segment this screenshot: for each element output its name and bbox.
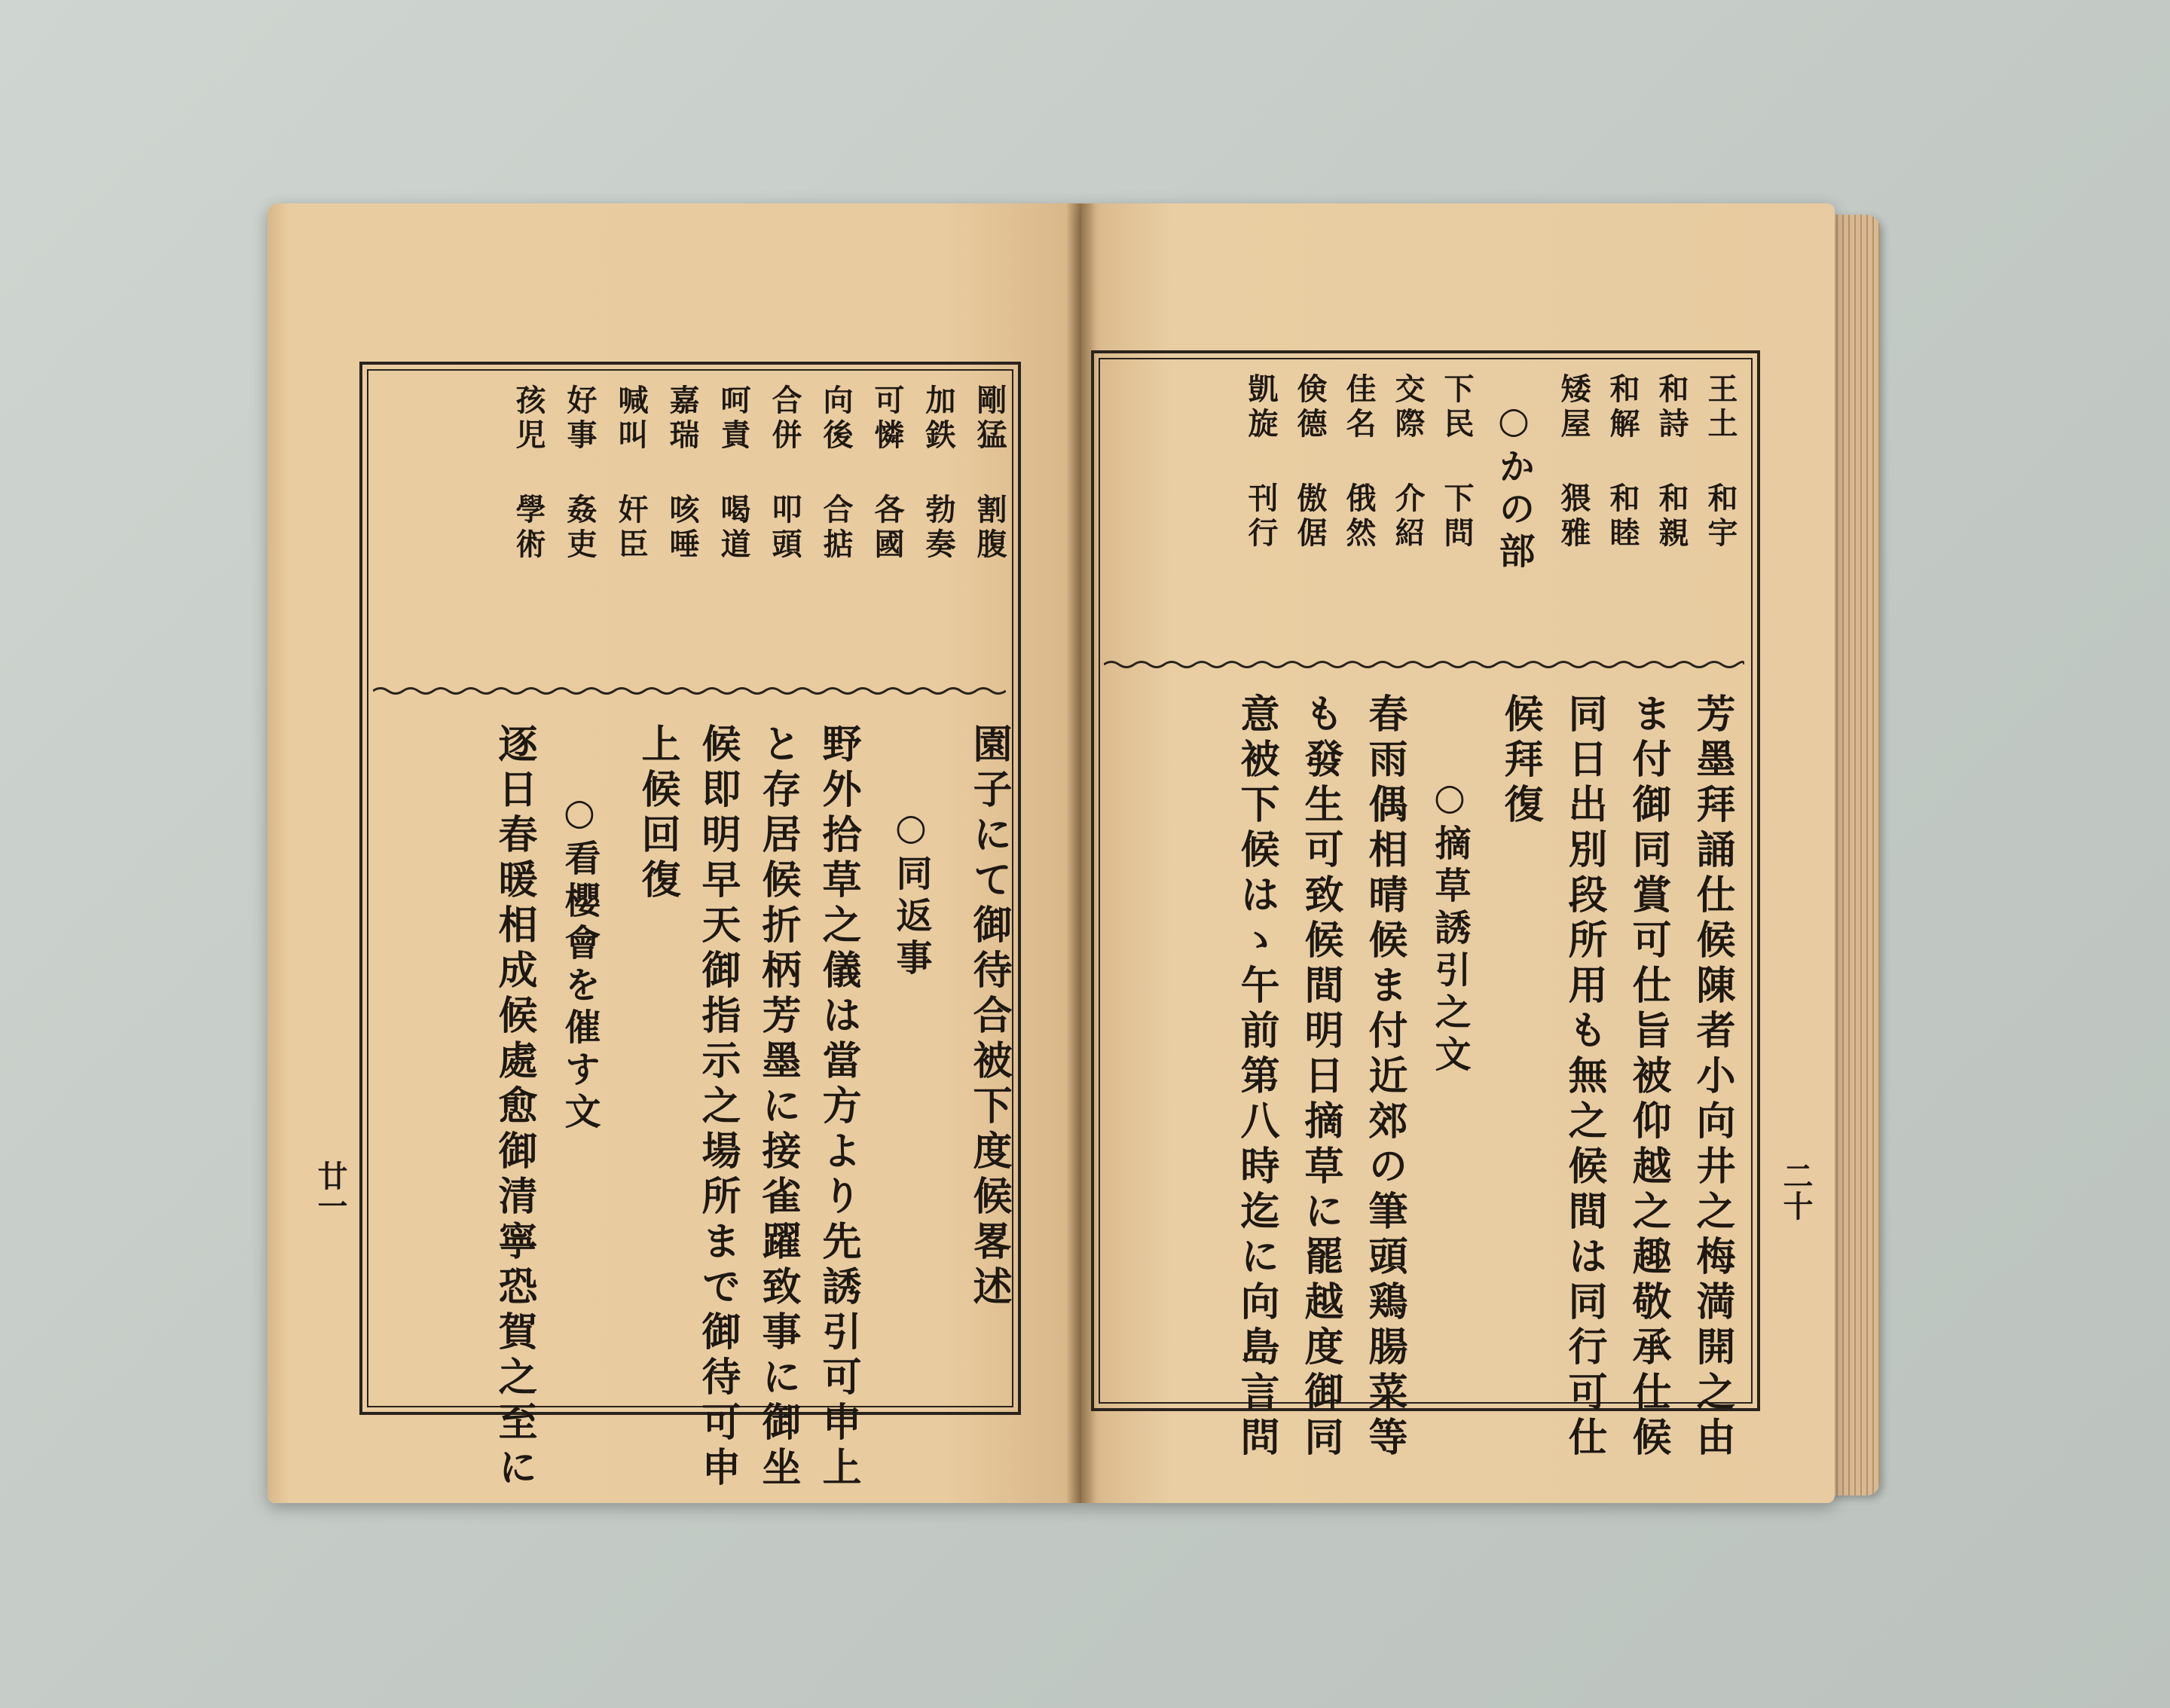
open-book xyxy=(267,203,1925,1514)
body-column: 意被下候はゝ午前第八時迄に向島言問 xyxy=(1233,693,1279,1462)
body-column: も發生可致候間明日摘草に罷越度御同 xyxy=(1297,693,1343,1462)
vocab-column: 喊叫 奸臣 xyxy=(613,384,649,563)
vocab-column: 孩児 學術 xyxy=(511,384,546,563)
vocab-column: 剛猛 割腹 xyxy=(972,384,1007,563)
body-column: 芳墨拜誦仕候陳者小向井之梅満開之由 xyxy=(1689,693,1735,1462)
book-spine xyxy=(1066,203,1096,1503)
body-column: 同日出別段所用も無之候間は同行可仕 xyxy=(1561,693,1607,1462)
vocab-column: 和詩 和親 xyxy=(1654,373,1689,552)
section-heading: ○看櫻會を催す文 xyxy=(558,791,601,1135)
vocab-column: 合併 叩頭 xyxy=(767,384,802,563)
section-heading: ○摘草誘引之文 xyxy=(1429,776,1471,1077)
section-heading: ○かの部 xyxy=(1493,399,1535,574)
vocab-column: 可憐 各國 xyxy=(870,384,905,563)
vocab-column: 佳名 俄然 xyxy=(1341,373,1377,552)
vocab-column: 下民 下問 xyxy=(1439,373,1475,552)
page-number: 二十 xyxy=(1778,1160,1814,1221)
vocab-column: 好事 姦吏 xyxy=(562,384,598,563)
body-column: 野外拾草之儀は當方より先誘引可申上 xyxy=(815,723,861,1492)
left-wavy-divider xyxy=(373,686,1006,696)
right-page xyxy=(1081,203,1835,1503)
vocab-column: 嘉瑞 咳唾 xyxy=(665,384,700,563)
vocab-column: 加鉄 勃奏 xyxy=(921,384,956,563)
vocab-column: 凱旋 刊行 xyxy=(1243,373,1279,552)
right-wavy-divider xyxy=(1104,659,1744,670)
vocab-column: 倹德 傲倨 xyxy=(1292,373,1328,552)
body-column: 園子にて御待合被下度候畧述 xyxy=(966,723,1012,1311)
section-heading: ○同返事 xyxy=(890,806,932,981)
vocab-column: 呵責 喝道 xyxy=(716,384,751,563)
body-column: ま付御同賞可仕旨被仰越之趣敬承仕候 xyxy=(1625,693,1671,1462)
body-column: 候拜復 xyxy=(1497,693,1543,829)
vocab-column: 王土 和宇 xyxy=(1703,373,1738,552)
body-column: と存居候折柄芳墨に接雀躍致事に御坐 xyxy=(755,723,801,1492)
left-page xyxy=(267,203,1081,1503)
vocab-column: 和解 和睦 xyxy=(1605,373,1640,552)
vocab-column: 矮屋 猥雅 xyxy=(1556,373,1591,552)
body-column: 上候回復 xyxy=(634,723,680,904)
body-column: 候即明早天御指示之場所まで御待可申 xyxy=(695,723,741,1492)
vocab-column: 交際 介紹 xyxy=(1390,373,1426,552)
page-number: 廿一 xyxy=(313,1160,348,1221)
body-column: 逐日春暖相成候處愈御清寧恐賀之至に xyxy=(491,723,537,1492)
body-column: 春雨偶相晴候ま付近郊の筆頭鶏腸菜等 xyxy=(1362,693,1407,1462)
vocab-column: 向後 合掂 xyxy=(818,384,854,563)
